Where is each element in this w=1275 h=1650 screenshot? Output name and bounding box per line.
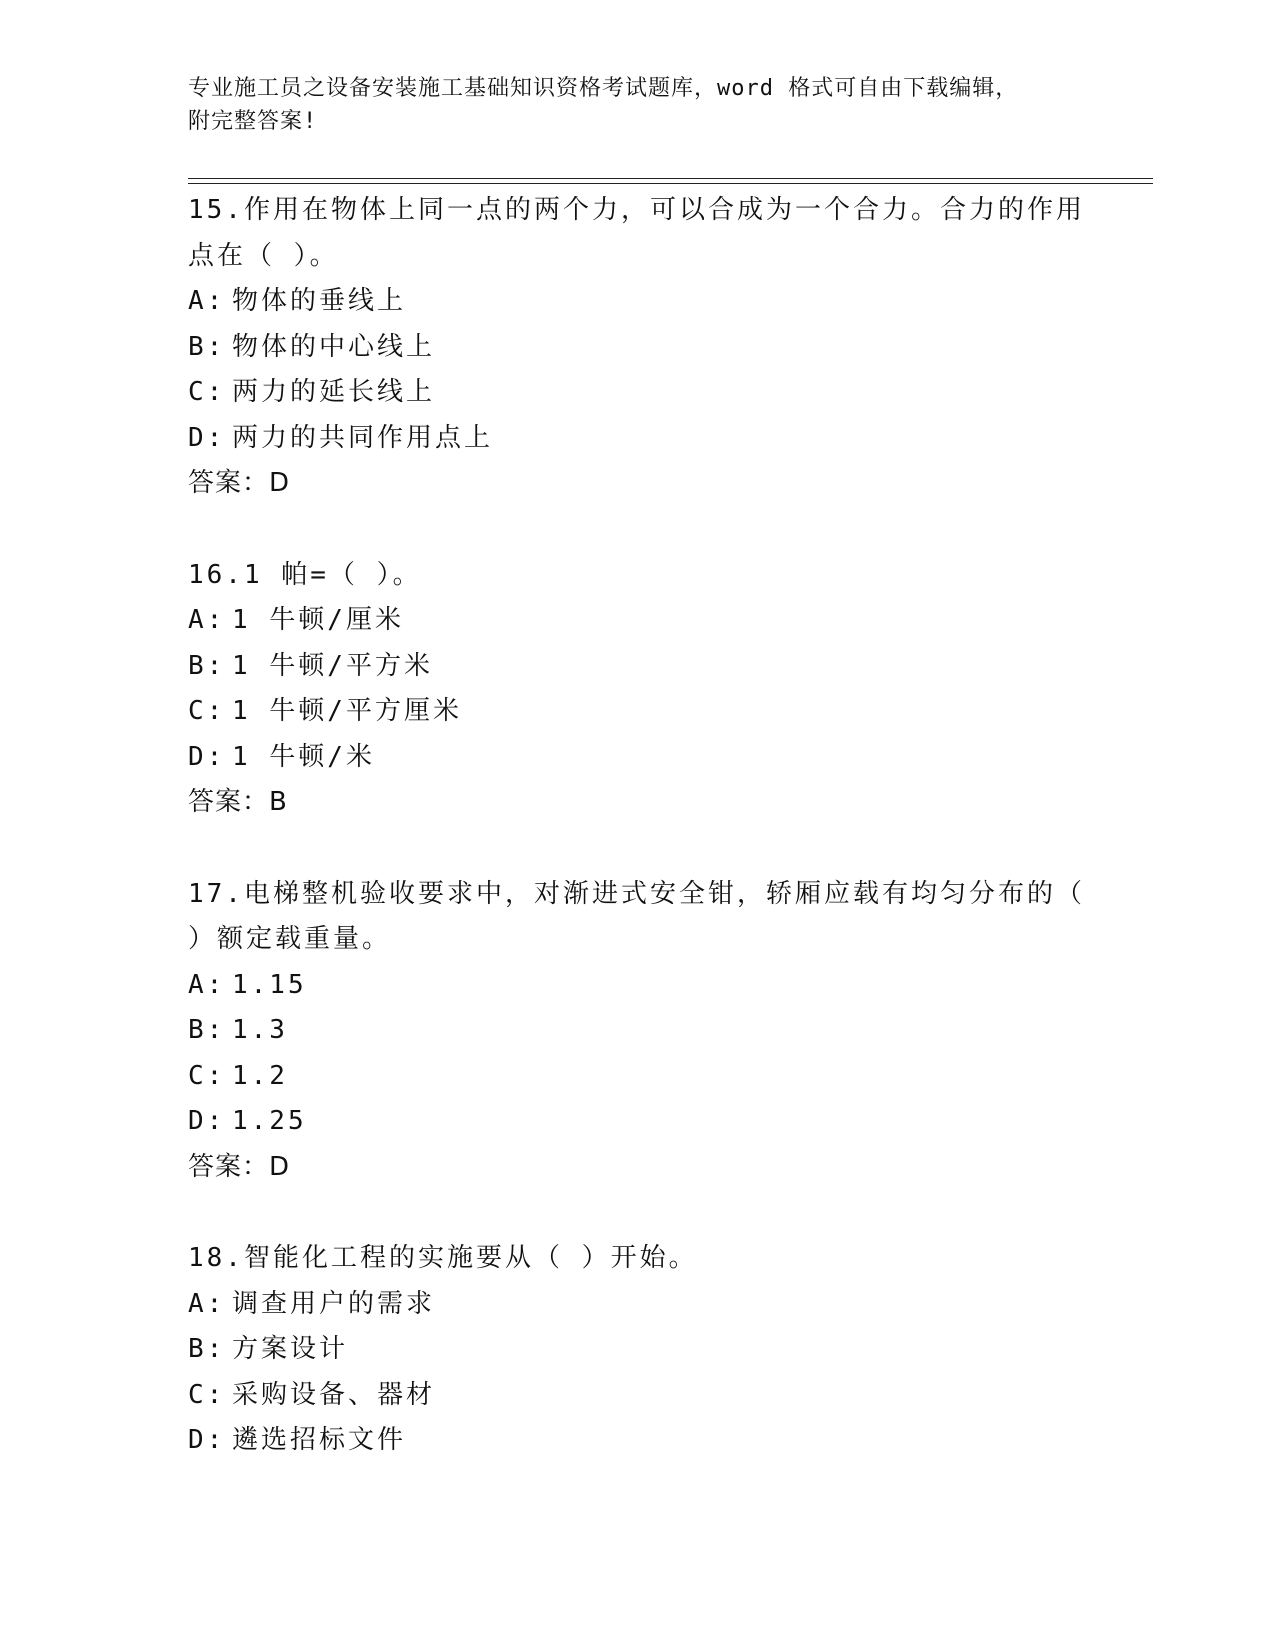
option-b	[188, 1008, 1088, 1054]
option-text: 物体的垂线上	[232, 286, 407, 316]
option-key: C:	[188, 1379, 226, 1410]
question-stem-line: 点在（ ）。	[188, 240, 339, 271]
option-text: 1 牛顿/米	[232, 741, 375, 772]
option-text: 物体的中心线上	[232, 331, 436, 362]
header-divider-top	[188, 178, 1153, 179]
option-text: 1 牛顿/平方米	[232, 650, 433, 681]
option-key: B:	[188, 1015, 226, 1045]
option-c	[188, 689, 1088, 735]
question-stem-line: 17.电梯整机验收要求中，对渐进式安全钳，轿厢应载有均匀分布的（	[188, 878, 1085, 909]
option-text: 1.3	[232, 1015, 288, 1045]
header-line-2: 附完整答案!	[188, 109, 318, 134]
option-key: A:	[188, 286, 226, 316]
option-d	[188, 1418, 1088, 1464]
option-text: 两力的共同作用点上	[232, 422, 494, 453]
question-stem-line: 16.1 帕=（ ）。	[188, 559, 422, 590]
option-key: C:	[188, 377, 226, 407]
header-line-1: 专业施工员之设备安装施工基础知识资格考试题库，word 格式可自由下载编辑，	[188, 76, 1019, 101]
answer-line: 答案：D	[188, 1151, 291, 1182]
option-d	[188, 1099, 1088, 1145]
option-text: 采购设备、器材	[232, 1379, 436, 1410]
option-text: 遴选招标文件	[232, 1425, 407, 1455]
option-a	[188, 279, 1088, 325]
question-stem-line: 15.作用在物体上同一点的两个力，可以合成为一个合力。合力的作用	[188, 195, 1085, 225]
option-text: 1.2	[232, 1060, 288, 1091]
option-text: 1 牛顿/厘米	[232, 605, 404, 635]
option-a	[188, 1282, 1088, 1328]
option-c	[188, 1373, 1088, 1419]
option-key: D:	[188, 1106, 226, 1136]
question-stem-line: 18.智能化工程的实施要从（ ）开始。	[188, 1243, 698, 1273]
option-a	[188, 963, 1088, 1009]
option-key: A:	[188, 969, 226, 1000]
option-b	[188, 325, 1088, 371]
question-15	[188, 188, 1088, 507]
answer-line: 答案：D	[188, 468, 291, 498]
option-text: 方案设计	[232, 1334, 349, 1364]
option-key: A:	[188, 605, 226, 635]
option-key: D:	[188, 1425, 226, 1455]
option-key: B:	[188, 1334, 226, 1364]
option-d	[188, 735, 1088, 781]
option-a	[188, 598, 1088, 644]
option-text: 1.15	[232, 969, 307, 1000]
question-17	[188, 872, 1088, 1191]
question-16	[188, 553, 1088, 826]
question-list	[188, 188, 1088, 1464]
option-key: C:	[188, 1060, 226, 1091]
option-c	[188, 1054, 1088, 1100]
option-text: 1.25	[232, 1106, 307, 1136]
option-text: 两力的延长线上	[232, 377, 436, 407]
option-b	[188, 1327, 1088, 1373]
option-key: C:	[188, 696, 226, 726]
option-b	[188, 644, 1088, 690]
option-c	[188, 370, 1088, 416]
document-header	[188, 72, 1088, 138]
option-d	[188, 416, 1088, 462]
option-key: A:	[188, 1288, 226, 1319]
question-18	[188, 1236, 1088, 1464]
header-divider-bottom	[188, 183, 1153, 184]
question-stem-line: ）额定载重量。	[188, 924, 392, 954]
option-key: D:	[188, 741, 226, 772]
option-key: B:	[188, 650, 226, 681]
option-text: 1 牛顿/平方厘米	[232, 696, 462, 726]
answer-line: 答案：B	[188, 787, 288, 817]
option-key: B:	[188, 331, 226, 362]
option-key: D:	[188, 422, 226, 453]
option-text: 调查用户的需求	[232, 1288, 436, 1319]
